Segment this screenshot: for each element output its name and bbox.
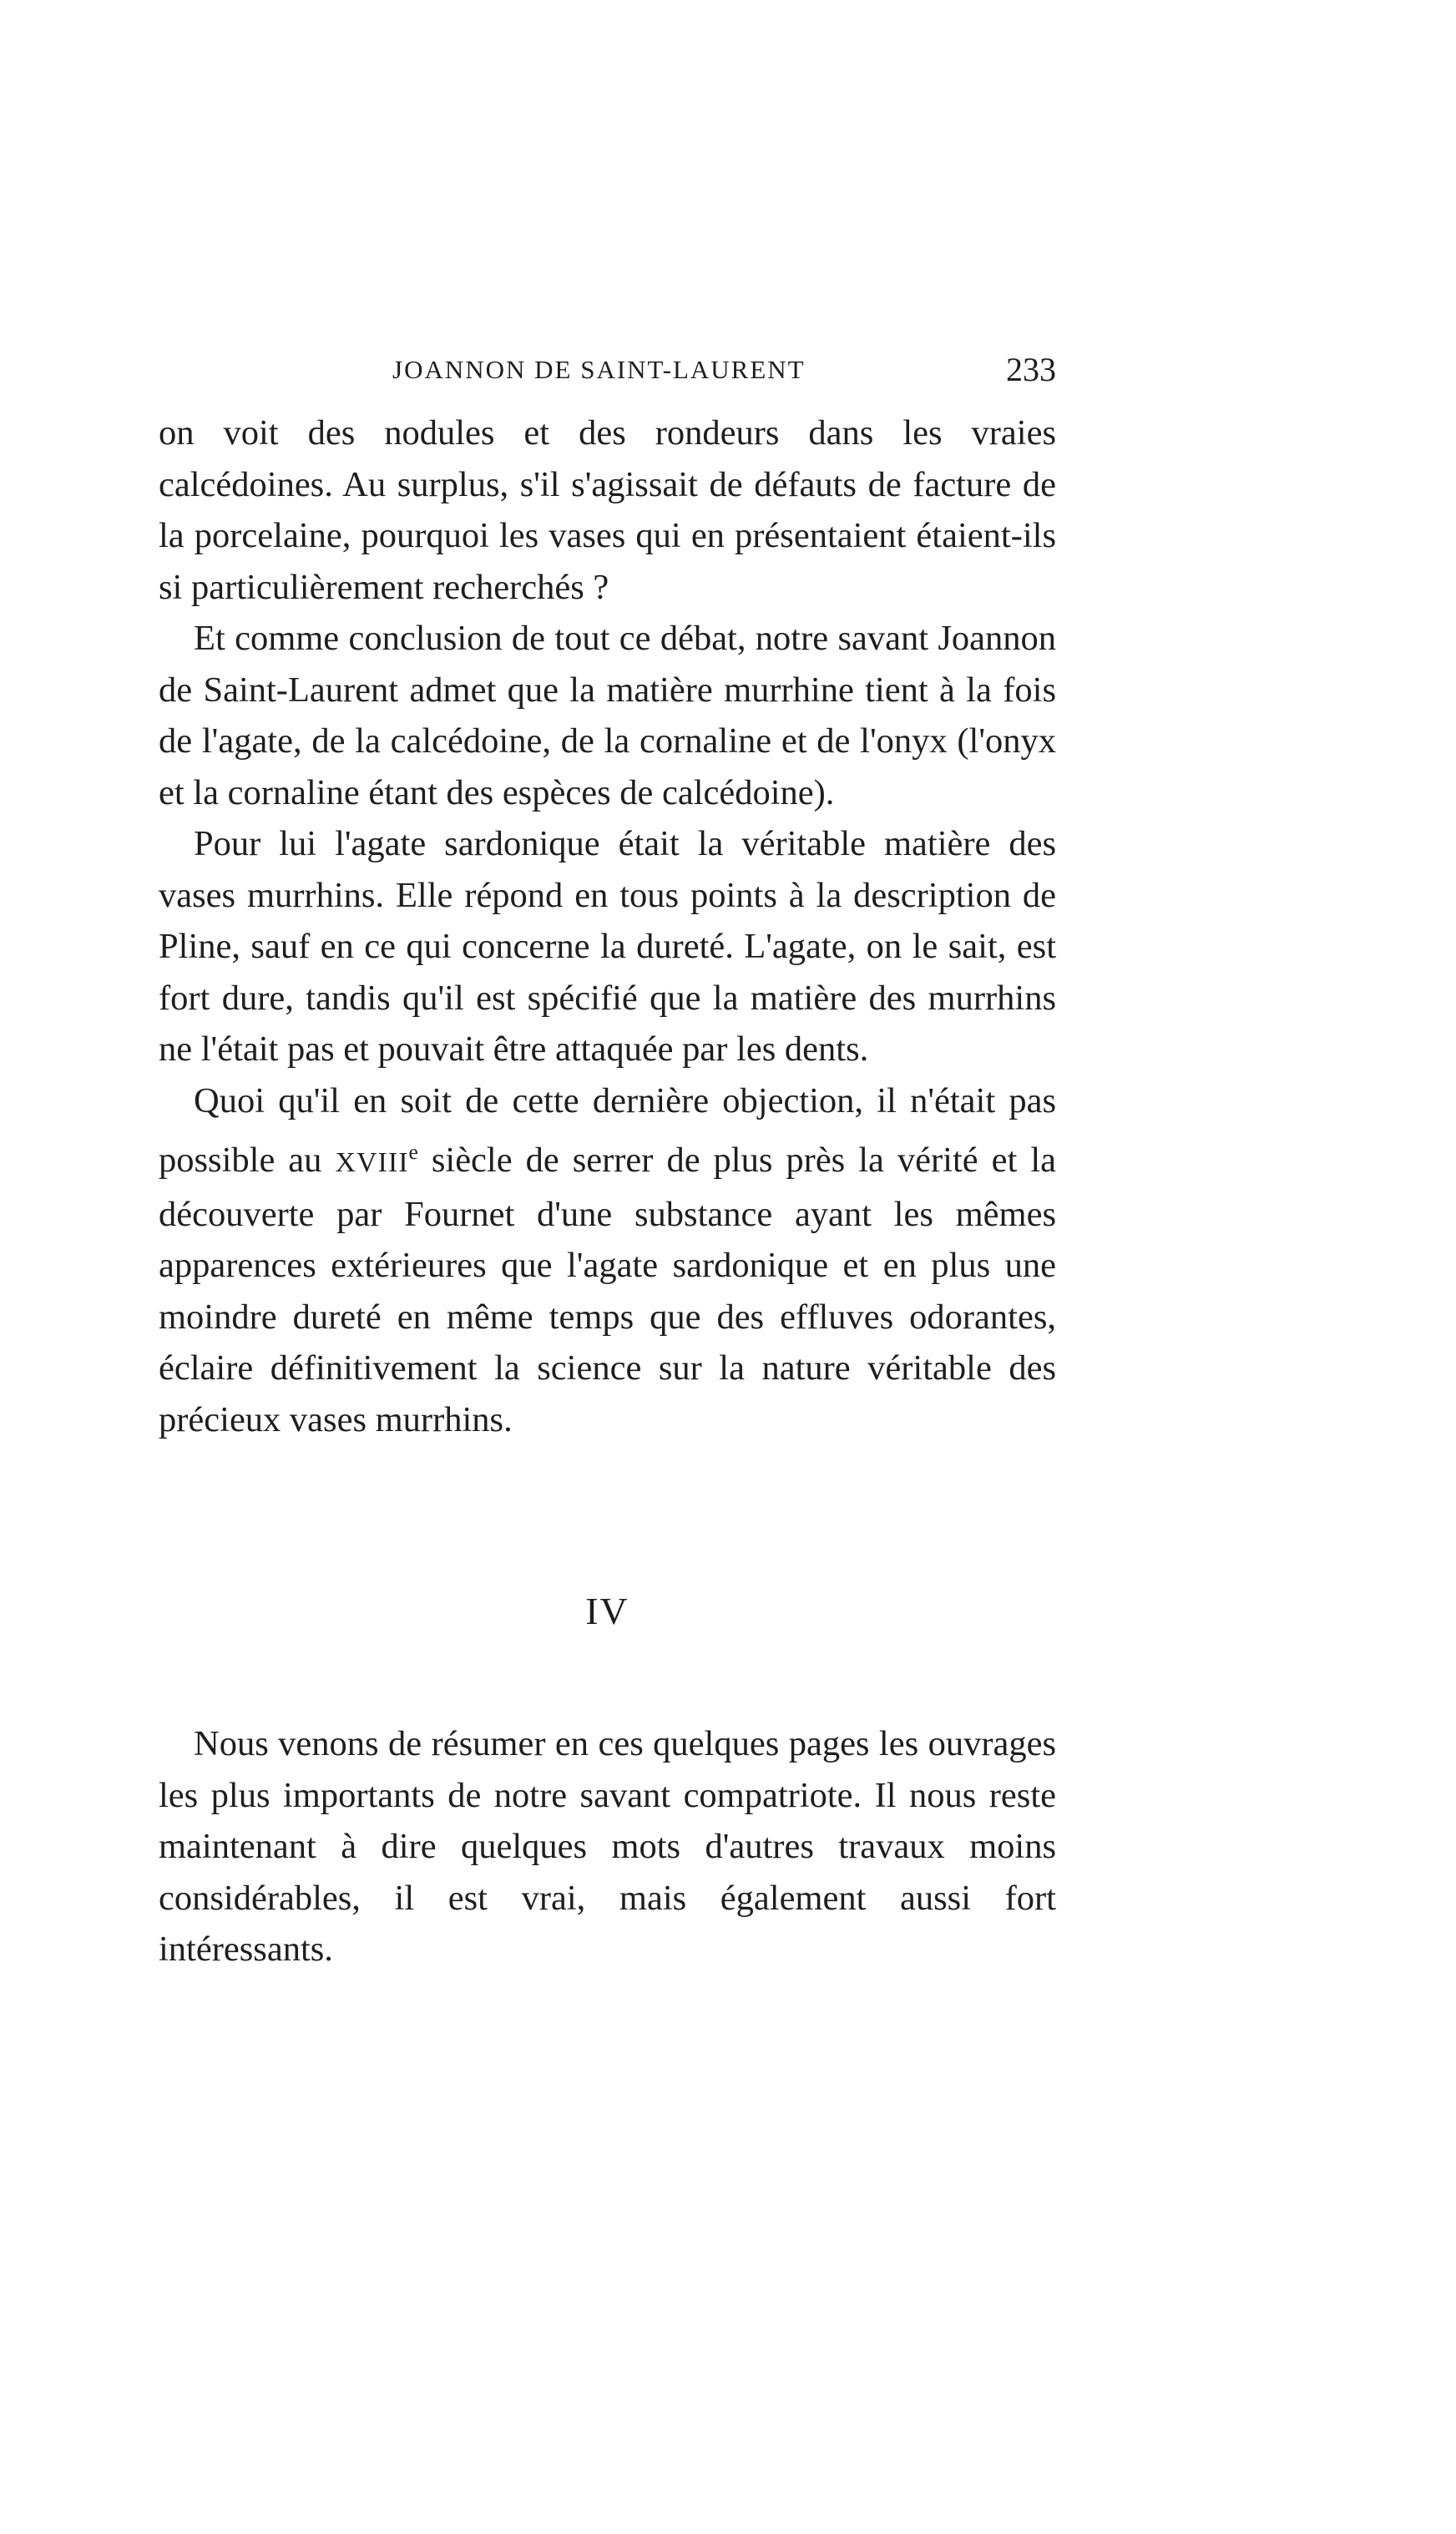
- century-numeral: [335, 1141, 417, 1180]
- paragraph-objection-after: siècle de serrer de plus près la vérité et la découverte par Fournet d'une substance ayant les mêmes apparences extérieures que l'agate sardonique et en plus une moindre dureté en même temps que des effluves odorantes, éclaire définitivement la science sur la nature véritable des précieux vases murrhins.: [159, 1141, 1056, 1439]
- section-heading: IV: [585, 1590, 629, 1632]
- paragraph-section-intro: Nous venons de résumer en ces quelques pages les ouvrages les plus importants de notre savant compatriote. Il nous reste maintenant à dire quelques mots d'autres travaux moins considérables, il est vrai, mais également aussi fort intéressants.: [159, 1724, 1056, 1969]
- section-body: [159, 1718, 1056, 1975]
- paragraph-objection-before: Quoi qu'il en soit de cette dernière objection, il n'était pas possible au: [159, 1080, 1056, 1181]
- century-suffix: e: [408, 1140, 418, 1164]
- paragraph-agate: Pour lui l'agate sardonique était la véritable matière des vases murrhins. Elle répond en tous points à la description de Pline, sauf en ce qui concerne la dureté. L'agate, on le sait, est fort dure, tandis qu'il est spécifié que la matière des murrhins ne l'était pas et pouvait être attaquée par les dents.: [159, 824, 1056, 1069]
- body-text: [159, 407, 1056, 1445]
- paragraph-conclusion: Et comme conclusion de tout ce débat, notre savant Joannon de Saint-Laurent admet que la matière murrhine tient à la fois de l'agate, de la calcédoine, de la cornaline et de l'onyx (l'onyx et la cornaline étant des espèces de calcédoine).: [159, 619, 1056, 812]
- century-roman: XVIII: [335, 1147, 409, 1179]
- page-number: 233: [1006, 351, 1056, 388]
- running-title: JOANNON DE SAINT-LAURENT: [392, 355, 806, 384]
- running-head: [159, 349, 1056, 391]
- paragraph-continuation: on voit des nodules et des rondeurs dans les vraies calcédoines. Au surplus, s'il s'agissait de défauts de facture de la porcelaine, pourquoi les vases qui en présentaient étaient-ils si particulièrement recherchés ?: [159, 413, 1056, 607]
- paragraph-objection: [159, 1075, 1056, 1446]
